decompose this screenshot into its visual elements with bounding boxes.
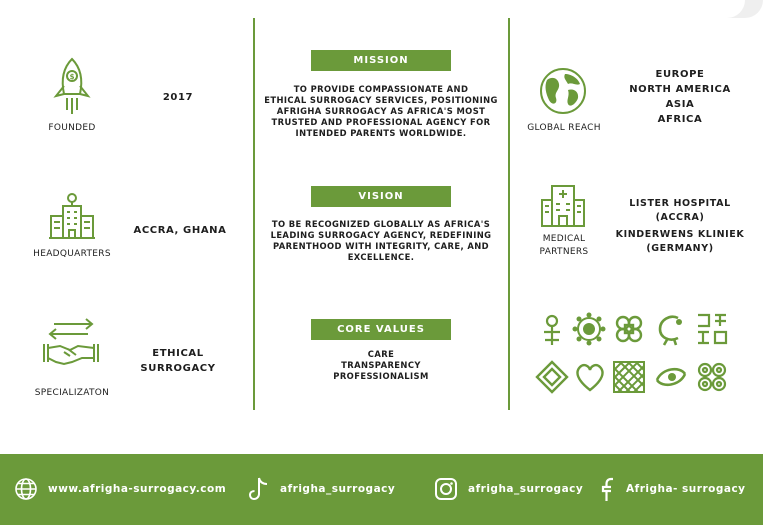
mission-line: AFRIGHA SURROGACY AS AFRICA'S MOST [276, 106, 486, 116]
maze-symbol-icon [695, 312, 729, 346]
core-values-badge: CORE VALUES [311, 319, 451, 340]
vision-line: EXCELLENCE. [347, 252, 415, 262]
core-values-list [258, 349, 504, 382]
specialization-label: SPECIALIZATON [34, 388, 110, 398]
instagram-link[interactable] [434, 476, 583, 502]
partner-item: (ACCRA) [655, 211, 705, 223]
medical-partners-label-line2: PARTNERS [539, 247, 589, 257]
mission-text [258, 84, 504, 139]
vision-badge: VISION [311, 186, 451, 207]
diamond-symbol-icon [535, 360, 569, 394]
lattice-symbol-icon [612, 360, 646, 394]
spiral-symbol-icon [695, 360, 729, 394]
globe-web-icon [14, 477, 38, 501]
medical-partners-list [612, 197, 748, 255]
mission-badge: MISSION [311, 50, 451, 71]
partner-item: KINDERWENS KLINIEK [615, 229, 745, 240]
column-divider-left [253, 18, 255, 410]
eye-symbol-icon [654, 360, 688, 394]
region-item: EUROPE [655, 69, 705, 80]
tiktok-link[interactable] [248, 476, 395, 502]
mission-line: TRUSTED AND PROFESSIONAL AGENCY FOR [271, 117, 491, 127]
top-edge [0, 0, 763, 18]
rocket-icon [50, 56, 94, 116]
footer-bar [0, 454, 763, 525]
adinkra-symbol-icon [535, 312, 569, 346]
region-item: AFRICA [657, 114, 703, 125]
facebook-link[interactable] [600, 476, 746, 502]
mission-line: TO PROVIDE COMPASSIONATE AND [293, 84, 469, 94]
facebook-icon [600, 476, 616, 502]
mission-line: INTENDED PARENTS WORLDWIDE. [295, 128, 467, 138]
column-divider-right [508, 18, 510, 410]
instagram-text: afrigha_surrogacy [468, 483, 584, 495]
vision-line: TO BE RECOGNIZED GLOBALLY AS AFRICA'S [271, 219, 491, 229]
website-link[interactable] [14, 476, 226, 502]
globe-icon [538, 66, 588, 116]
partner-item: LISTER HOSPITAL [629, 198, 731, 209]
vision-line: PARENTHOOD WITH INTEGRITY, CARE, AND [272, 241, 490, 251]
handshake-icon [40, 318, 102, 368]
office-building-icon [48, 192, 96, 240]
heart-symbol-icon [573, 360, 607, 394]
vision-text [258, 219, 504, 263]
global-reach-label: GLOBAL REACH [527, 123, 601, 133]
knot-symbol-icon [612, 312, 646, 346]
tiktok-icon [248, 476, 270, 502]
svg-text:$: $ [69, 73, 75, 81]
instagram-icon [434, 477, 458, 501]
facebook-text: Afrigha- surrogacy [626, 483, 746, 495]
global-reach-regions [620, 67, 740, 127]
specialization-value-line2: SURROGACY [140, 363, 216, 374]
mission-line: ETHICAL SURROGACY SERVICES, POSITIONING [264, 95, 498, 105]
region-item: ASIA [665, 99, 695, 110]
vision-line: LEADING SURROGACY AGENCY, REDEFINING [270, 230, 492, 240]
headquarters-label: HEADQUARTERS [33, 249, 111, 259]
sankofa-symbol-icon [654, 312, 688, 346]
core-value-item: CARE [367, 349, 395, 359]
tiktok-text: afrigha_surrogacy [280, 483, 396, 495]
region-item: NORTH AMERICA [629, 84, 731, 95]
hospital-icon [540, 184, 586, 228]
specialization-value-line1: ETHICAL [152, 348, 204, 359]
founded-label: FOUNDED [48, 123, 96, 133]
sun-symbol-icon [572, 312, 606, 346]
founded-value: 2017 [162, 92, 194, 103]
core-value-item: PROFESSIONALISM [333, 371, 429, 381]
partner-item: (GERMANY) [646, 242, 714, 254]
medical-partners-label-line1: MEDICAL [542, 234, 586, 244]
headquarters-value: ACCRA, GHANA [133, 225, 227, 236]
website-text: www.afrigha-surrogacy.com [48, 483, 227, 495]
core-value-item: TRANSPARENCY [341, 360, 421, 370]
